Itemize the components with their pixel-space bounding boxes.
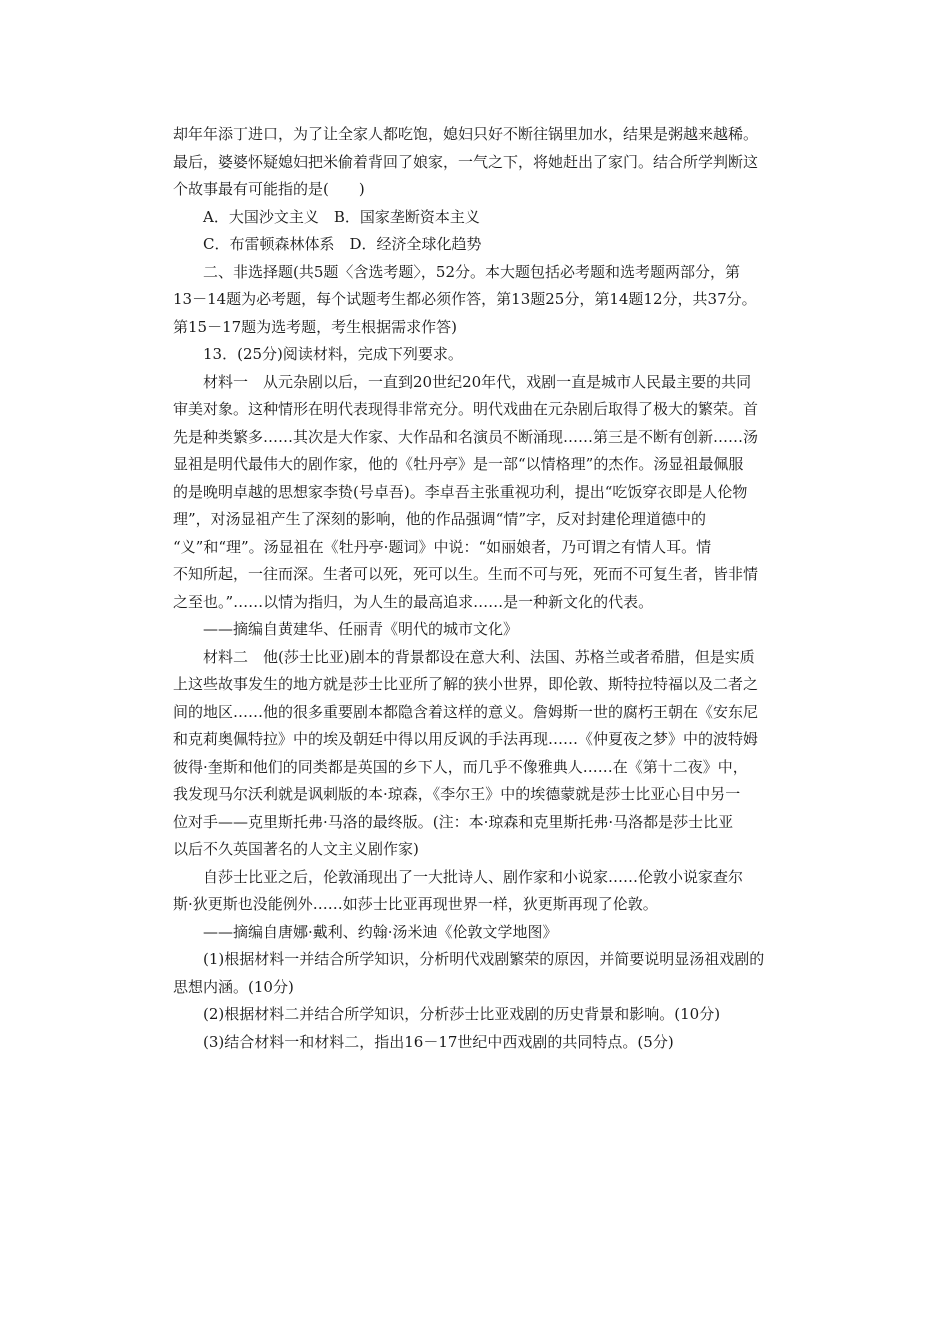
text-line: 的是晚明卓越的思想家李贽(号卓吾)。李卓吾主张重视功利，提出“吃饭穿衣即是人伦物	[173, 482, 748, 501]
text-line: 位对手——克里斯托弗·马洛的最终版。(注：本·琼森和克里斯托弗·马洛都是莎士比亚	[173, 812, 734, 831]
text-line: 彼得·奎斯和他们的同类都是英国的乡下人，而几乎不像雅典人……在《第十二夜》中，	[173, 757, 748, 776]
text-line: 先是种类繁多……其次是大作家、大作品和名演员不断涌现……第三是不断有创新……汤	[173, 427, 759, 446]
text-line: (2)根据材料二并结合所学知识，分析莎士比亚戏剧的历史背景和影响。(10分)	[203, 1005, 721, 1023]
text-line: ——摘编自唐娜·戴利、约翰·汤米迪《伦敦文学地图》	[203, 922, 558, 941]
text-line: 理”，对汤显祖产生了深刻的影响，他的作品强调“情”字，反对封建伦理道德中的	[173, 510, 707, 528]
text-line: 自莎士比亚之后，伦敦涌现出了一大批诗人、剧作家和小说家……伦敦小说家查尔	[203, 867, 744, 886]
text-line: 13．(25分)阅读材料，完成下列要求。	[203, 345, 463, 363]
text-line: 上这些故事发生的地方就是莎士比亚所了解的狭小世界，即伦敦、斯特拉特福以及二者之	[173, 675, 759, 693]
text-line: 材料二 他(莎士比亚)剧本的背景都设在意大利、法国、苏格兰或者希腊，但是实质	[203, 647, 755, 666]
text-line: 材料一 从元杂剧以后，一直到20世纪20年代，戏剧一直是城市人民最主要的共同	[203, 372, 752, 391]
text-line: 审美对象。这种情形在明代表现得非常充分。明代戏曲在元杂剧后取得了极大的繁荣。首	[173, 400, 759, 418]
text-line: 间的地区……他的很多重要剧本都隐含着这样的意义。詹姆斯一世的腐朽王朝在《安东尼	[173, 702, 759, 721]
text-line: 二、非选择题(共5题〈含选考题〉，52分。本大题包括必考题和选考题两部分，第	[203, 262, 740, 281]
text-line: 最后，婆婆怀疑媳妇把米偷着背回了娘家，一气之下，将她赶出了家门。结合所学判断这	[173, 152, 759, 171]
text-line: 之至也。”……以情为指归，为人生的最高追求……是一种新文化的代表。	[173, 592, 654, 611]
text-line: (1)根据材料一并结合所学知识，分析明代戏剧繁荣的原因，并简要说明显汤祖戏剧的	[203, 950, 765, 968]
text-line: 斯·狄更斯也没能例外……如莎士比亚再现世界一样，狄更斯再现了伦敦。	[173, 895, 658, 913]
text-line: ——摘编自黄建华、任丽青《明代的城市文化》	[203, 620, 519, 638]
text-line: 13－14题为必考题，每个试题考生都必须作答，第13题25分，第14题12分，共37分。	[173, 290, 757, 308]
text-line: 显祖是明代最伟大的剧作家，他的《牡丹亭》是一部“以情格理”的杰作。汤显祖最佩服	[173, 455, 744, 473]
text-line: 以后不久英国著名的人文主义剧作家)	[173, 840, 419, 858]
document-body	[173, 121, 813, 1056]
text-line: 却年年添丁进口，为了让全家人都吃饱，媳妇只好不断往锅里加水，结果是粥越来越稀。	[173, 125, 759, 143]
text-line: A．大国沙文主义 B．国家垄断资本主义	[203, 207, 480, 226]
text-line: 我发现马尔沃利就是讽刺版的本·琼森，《李尔王》中的埃德蒙就是莎士比亚心目中另一	[173, 785, 741, 803]
text-line: 不知所起，一往而深。生者可以死，死可以生。生而不可与死，死而不可复生者，皆非情	[173, 565, 759, 583]
text-line: “义”和“理”。汤显祖在《牡丹亭·题词》中说：“如丽娘者，乃可谓之有情人耳。情	[173, 537, 712, 556]
text-line: (3)结合材料一和材料二，指出16－17世纪中西戏剧的共同特点。(5分)	[203, 1032, 674, 1051]
text-line: 第15－17题为选考题，考生根据需求作答)	[173, 317, 458, 336]
text-line: C．布雷顿森林体系 D．经济全球化趋势	[203, 235, 482, 253]
text-line: 和克莉奥佩特拉》中的埃及朝廷中得以用反讽的手法再现……《仲夏夜之梦》中的波特姆	[173, 730, 759, 748]
text-line: 个故事最有可能指的是( )	[173, 180, 365, 198]
text-line: 思想内涵。(10分)	[173, 977, 294, 996]
